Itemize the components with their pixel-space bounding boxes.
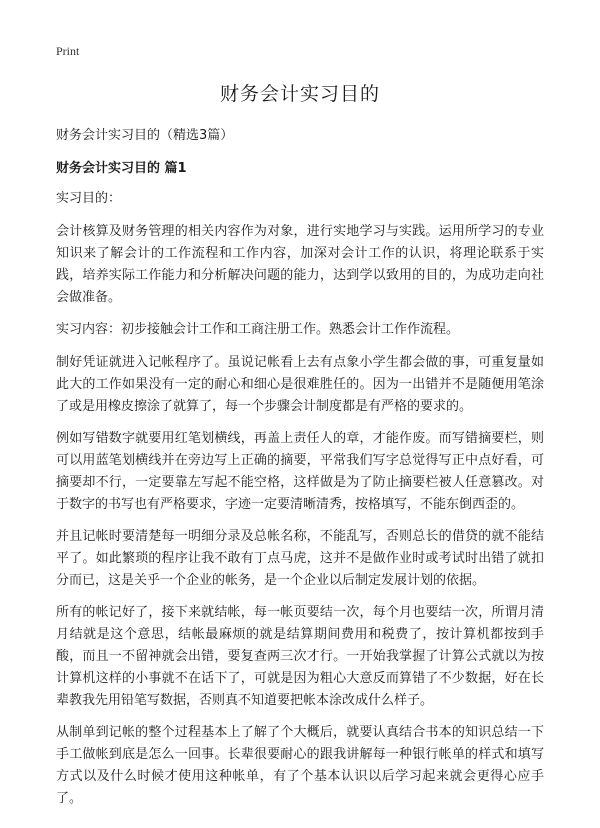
paragraph: 例如写错数字就要用红笔划横线，再盖上责任人的章，才能作废。而写错摘要栏，则可以用蓝笔划横线并在旁边写上正确的摘要，平常我们写字总觉得写正中点好看，可摘要却不行，一定要靠左写起不能空格，这样做是为了防止摘要栏被人任意篡改。对于数字的书写也有严格要求，字迹一定要清晰清秀，按格填写，不能东倒西歪的。 — [56, 431, 544, 512]
paragraph: 制好凭证就进入记帐程序了。虽说记帐看上去有点象小学生都会做的事，可重复量如此大的工作如果没有一定的耐心和细心是很难胜任的。因为一出错并不是随便用笔涂了或是用橡皮擦涂了就算了，每一个步骤会计制度都是有严格的要求的。 — [56, 355, 544, 414]
paragraph: 实习目的： — [56, 191, 122, 206]
paragraph: 从制单到记帐的整个过程基本上了解了个大概后，就要认真结合书本的知识总结一下手工做帐到底是怎么一回事。长辈很要耐心的跟我讲解每一种银行帐单的样式和填写方式以及什么时候才使用这种帐单，有了个基本认识以后学习起来就会更得心应手了。 — [56, 725, 544, 806]
paragraph: 并且记帐时要清楚每一明细分录及总帐名称，不能乱写，否则总长的借贷的就不能结平了。如此繁琐的程序让我不敢有丁点马虎，这并不是做作业时或考试时出错了就扣分而已，这是关乎一个企业的帐务，是一个企业以后制定发展计划的依据。 — [56, 529, 544, 588]
document-title: 财务会计实习目的 — [219, 83, 380, 105]
paragraph: 所有的帐记好了，接下来就结帐，每一帐页要结一次，每个月也要结一次，所谓月清月结就是这个意思，结帐最麻烦的就是结算期间费用和税费了，按计算机都按到手酸，而且一不留神就会出错，要复查两三次才行。一开始我掌握了计算公式就以为按计算机这样的小事就不在话下了，可就是因为粗心大意反而算错了不少数据，好在长辈教我先用铅笔写数据，否则真不知道要把帐本涂改成什么样子。 — [56, 605, 544, 708]
paragraph: 会计核算及财务管理的相关内容作为对象，进行实地学习与实践。运用所学习的专业知识来了解会计的工作流程和工作内容，加深对会计工作的认识，将理论联系于实践，培养实际工作能力和分析解决问题的能力，达到学以致用的目的，为成功走向社会做准备。 — [56, 224, 544, 305]
document-subtitle: 财务会计实习目的（精选3篇） — [56, 128, 234, 143]
print-label: Print — [56, 44, 80, 58]
section-heading: 财务会计实习目的 篇1 — [56, 161, 187, 176]
paragraph: 实习内容：初步接触会计工作和工商注册工作。熟悉会计工作作流程。 — [56, 322, 460, 337]
